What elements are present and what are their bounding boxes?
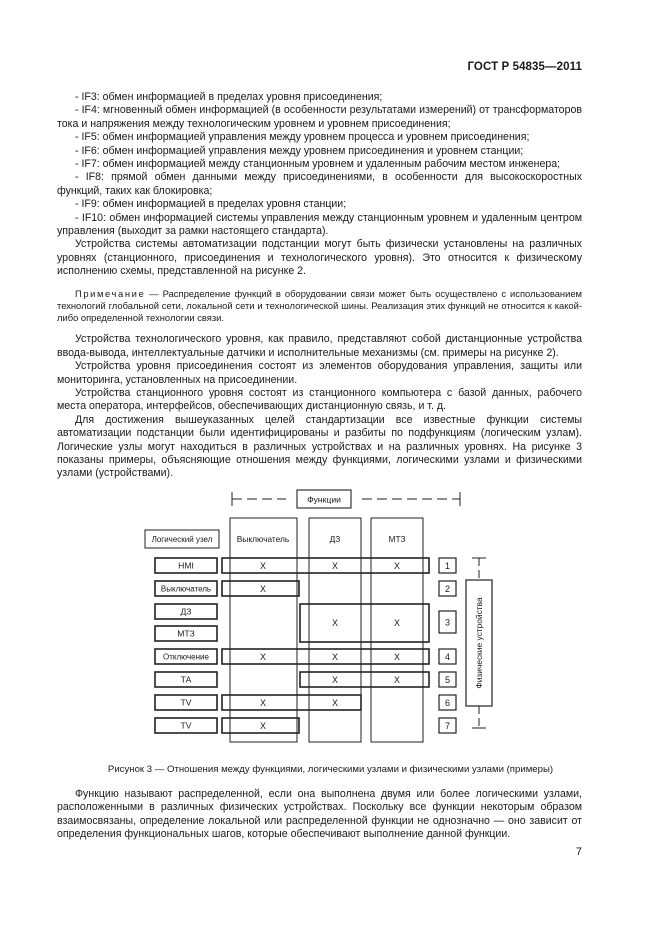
paragraph-if5: - IF5: обмен информацией управления между уровнем процесса и уровнем присоединения; bbox=[75, 131, 530, 144]
paragraph-if3: - IF3: обмен информацией в пределах уровня присоединения; bbox=[75, 91, 383, 103]
paragraph-bay-level: Устройства уровня присоединения состоят из элементов оборудования управления, защиты или мониторинга, установленных на присоединении. bbox=[57, 360, 582, 386]
paragraph-station-level: Устройства станционного уровня состоят из станционного компьютера с базой данных, рабочего места оператора, интерфейсов, обеспечивающих дистанционную связь, и т. д. bbox=[57, 386, 582, 413]
mark-ta-mtz: X bbox=[393, 675, 401, 685]
node-row-ta: ТА bbox=[180, 674, 192, 685]
node-row-mtz: МТЗ bbox=[177, 628, 195, 639]
device-number-3: 3 bbox=[444, 617, 451, 628]
mark-tv1-breaker: X bbox=[259, 698, 267, 708]
body-text bbox=[57, 91, 582, 481]
document-header: ГОСТ Р 54835—2011 bbox=[467, 61, 582, 73]
node-row-dz: ДЗ bbox=[180, 606, 192, 617]
mark-hmi-breaker: X bbox=[259, 561, 267, 571]
physical-devices-label: Физические устройства bbox=[474, 597, 484, 689]
paragraph-if4: - IF4: мгновенный обмен информацией (в особенности результатами измерений) от трансформаторов тока и напряжения между технологическим уровнем и уровнем присоединения; bbox=[57, 104, 582, 130]
mark-trip-breaker: X bbox=[259, 652, 267, 662]
note-text: Распределение функций в оборудовании связи может быть осуществлено с использованием технологий глобальной сети, локальной сети и технологической шины. Реализация этих функций не относится к какой-либо определенной технологии связи. bbox=[57, 287, 582, 324]
mark-hmi-dz: X bbox=[331, 561, 339, 571]
paragraph-distributed-function: Функцию называют распределенной, если она выполнена двумя или более логическими узлами, расположенными в различных физических устройствах. Поскольку все функции некоторым образом взаимосвязаны, определение локальной или распределенной функции не однозначно — оно зависит от определения функциональных шагов, которые обеспечивают выполнение данной функции. bbox=[57, 788, 582, 841]
node-row-tv-1: TV bbox=[180, 697, 192, 708]
mark-hmi-mtz: X bbox=[393, 561, 401, 571]
figure-3-diagram bbox=[0, 480, 661, 750]
note-dash: — bbox=[145, 287, 163, 299]
device-number-4: 4 bbox=[444, 652, 451, 662]
paragraph-if7: - IF7: обмен информацией между станционным уровнем и удаленным рабочим местом инженера; bbox=[75, 158, 561, 171]
paragraph-process-level: Устройства технологического уровня, как правило, представляют собой дистанционные устройства ввода-вывода, интеллектуальные датчики и исполнительные механизмы (см. примеры на рисунке 2). bbox=[57, 333, 582, 359]
logical-node-label: Логический узел bbox=[151, 535, 213, 544]
device-number-7: 7 bbox=[444, 721, 451, 731]
node-row-trip: Отключение bbox=[163, 652, 209, 662]
node-row-tv-2: TV bbox=[180, 720, 192, 731]
functions-title: Функции bbox=[307, 494, 341, 505]
paragraph-devices: Устройства системы автоматизации подстанции могут быть физически установлены на различных уровнях (станционного, присоединения и технологического уровня). Это относится к физическому исполнению схемы, представленной на рисунке 2. bbox=[57, 238, 582, 278]
paragraph-if10: - IF10: обмен информацией системы управления между станционным уровнем и удаленным центром управления (выходит за рамки настоящего стандарта). bbox=[57, 211, 582, 238]
mark-protection-dz: X bbox=[331, 618, 339, 628]
note-label: Примечание bbox=[75, 287, 146, 299]
mark-trip-dz: X bbox=[331, 652, 339, 662]
device-number-5: 5 bbox=[444, 675, 451, 685]
mark-tv2-breaker: X bbox=[259, 721, 267, 731]
mark-trip-mtz: X bbox=[393, 652, 401, 662]
node-row-hmi: HMI bbox=[178, 560, 194, 571]
function-column-mtz: МТЗ bbox=[388, 534, 406, 544]
figure-caption: Рисунок 3 — Отношения между функциями, логическими узлами и физическими узлами (примеры) bbox=[107, 764, 554, 775]
paragraph-if8: - IF8: прямой обмен данными между присоединениями, в особенности для высокоскоростных функций, таких как блокировка; bbox=[57, 171, 582, 197]
paragraph-if9: - IF9: обмен информацией в пределах уровня станции; bbox=[75, 198, 347, 211]
note bbox=[57, 288, 582, 325]
function-column-breaker: Выключатель bbox=[236, 534, 290, 544]
device-number-6: 6 bbox=[444, 698, 451, 708]
paragraph-standardization: Для достижения вышеуказанных целей стандартизации все известные функции системы автоматизации подстанции были идентифицированы и разбиты по подфункциям (логическим узлам). Логические узлы могут находиться в различных устройствах и на различных уровнях. На рисунке 3 показаны примеры, объясняющие отношения между функциями, логическими узлами и физическими узлами (устройствами). bbox=[57, 413, 582, 480]
device-number-2: 2 bbox=[444, 584, 451, 594]
function-column-dz: ДЗ bbox=[329, 534, 341, 544]
mark-ta-dz: X bbox=[331, 675, 339, 685]
closing-text bbox=[57, 788, 582, 842]
mark-breaker-breaker: X bbox=[259, 584, 267, 594]
paragraph-if6: - IF6: обмен информацией управления между уровнем присоединения и уровнем станции; bbox=[75, 144, 524, 157]
device-number-1: 1 bbox=[444, 561, 451, 571]
mark-tv1-dz: X bbox=[331, 698, 339, 708]
mark-protection-mtz: X bbox=[393, 618, 401, 628]
page-number: 7 bbox=[575, 846, 582, 858]
node-row-breaker: Выключатель bbox=[160, 584, 212, 594]
